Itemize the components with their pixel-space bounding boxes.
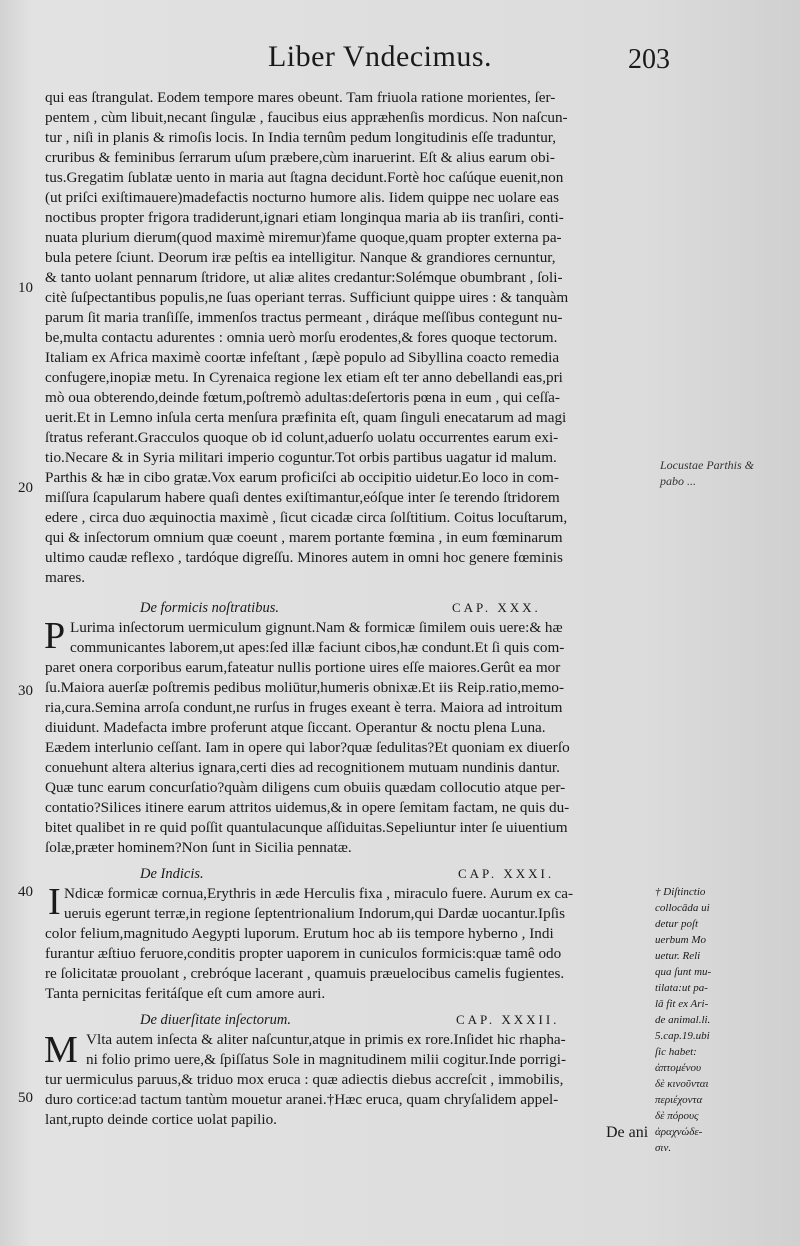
body-text-line: nuata plurium dierum(quod maximè miremur)fame quoque,quam propter externa pa-	[45, 229, 562, 246]
marginal-note-line: σιν.	[655, 1142, 672, 1154]
body-text-line: parum ſit maria tranſiſſe, immenſos tractus permeant , diráque meſſibus contegunt nu-	[45, 309, 563, 326]
body-text-line: qui & inſectorum omnium quæ coeunt , marem portante fœmina , in eum fœminarum	[45, 529, 563, 546]
chapter-30-line: Quæ tunc earum concurſatio?quàm diligens cum obuiis quædam collocutio atque per-	[45, 779, 566, 796]
line-number-30: 30	[18, 683, 33, 699]
dropcap-m: M	[44, 1029, 78, 1071]
body-text-line: noctibus propter frigora tradiderunt,ignari etiam longinqua maria ab iis tranſiri, conti-	[45, 209, 564, 226]
chapter-31-line: Ndicæ formicæ cornua,Erythris in æde Herculis fixa , miraculo fuere. Aurum ex ca-	[64, 885, 574, 902]
chapter-30-line: ſu.Maiora auerſæ poſtremis pedibus moliūtur,humeris obnixæ.Et iis Reip.ratio,memo-	[45, 679, 565, 696]
chapter-30-line: contatio?Silices itinere earum attritos uidemus,& in opere ſemitam factam, ne quis du-	[45, 799, 570, 816]
chapter-31-heading: De Indicis.	[140, 866, 204, 882]
line-number-50: 50	[18, 1090, 33, 1106]
line-number-20: 20	[18, 480, 33, 496]
marginal-note-line: de animal.li.	[655, 1014, 711, 1026]
body-text-line: miſſura ſcapularum habere quaſi dentes exiſtimantur,eóſque inter ſe terendo ſtridorem	[45, 489, 560, 506]
chapter-32-line: lant,rupto deinde cortice uolat papilio.	[45, 1111, 277, 1128]
body-text-line: mares.	[45, 569, 86, 586]
running-head: Liber Vndecimus.	[267, 40, 493, 73]
chapter-30-line: ria,cura.Semina arroſa condunt,ne rurſus in fruges exeant è terra. Maiora ad introitum	[45, 699, 563, 716]
body-text-line: ſtratus referant.Gracculos quoque ob id colunt,aduerſo uolatu occurrentes earum exi-	[45, 429, 559, 446]
dropcap-p: P	[44, 615, 66, 657]
body-text-line: confugere,inopiæ metu. In Cyrenaica regione lex etiam eſt ter anno debellandi eas,pri	[45, 369, 563, 386]
marginal-note-line: δὲ πόρους	[655, 1110, 699, 1122]
body-text-line: cruribus & feminibus ſerrarum uſum præbere,cùm inaruerint. Eſt & alius earum obi-	[45, 149, 555, 166]
chapter-30-line: Eædem interlunio ceſſant. Iam in opere qui labor?quæ ſedulitas?Et quoniam ex diuerſo	[45, 739, 570, 756]
marginal-note-line: collocāda ui	[655, 902, 710, 914]
chapter-31-line: ueruis egerunt terræ,in regione ſeptentrionalium Indorum,qui Dardæ uocantur.Ipſis	[64, 905, 566, 922]
chapter-30-line: communicantes laborem,ut apes:ſed illæ faciunt cibos,hæ condunt.Et ſi quis com-	[70, 639, 565, 656]
body-text-line: Italiam ex Africa maximè coortæ infeſtant , ſæpè populo ad Sibyllina coacto remedia	[45, 349, 560, 366]
marginal-note-line: ἀραχνώδε-	[655, 1126, 703, 1138]
chapter-30-line: conuehunt altera alterius ignara,certi dies ad recognitionem mutuam nundinis dantur.	[45, 759, 560, 776]
chapter-32-line: tur uermiculus paruus,& triduo mox eruca : quæ adiectis diebus accreſcit , immobilis,	[45, 1071, 564, 1088]
chapter-30-line: Lurima inſectorum uermiculum gignunt.Nam & formicæ ſimilem ouis uere:& hæ	[70, 619, 563, 636]
catchword: De ani	[606, 1124, 649, 1141]
body-text-line: & tanto uolant pennarum ſtridore, ut aliæ alites credantur:Solémque obumbrant , ſoli-	[45, 269, 563, 286]
body-text-line: edere , circa duo æquinoctia maximè , ſicut cicadæ circa ſolſtitium. Coitus locuſtarum,	[45, 509, 568, 526]
line-number-10: 10	[18, 280, 33, 296]
marginal-note-line: ſic habet:	[655, 1046, 697, 1058]
chapter-32-heading: De diuerſitate inſectorum.	[140, 1012, 292, 1028]
body-text-line: ultimo caudæ reflexo , tardóque digreſſu. Minores autem in omni hoc genere fœminis	[45, 549, 563, 566]
body-text-line: (ut priſci exiſtimauere)madefactis nocturno humore alis. Iidem quippe nec uolare eas	[45, 189, 560, 206]
body-text-line: qui eas ſtrangulat. Eodem tempore mares obeunt. Tam friuola ratione morientes, ſer-	[45, 89, 556, 106]
marginal-note-line: uerbum Mo	[655, 934, 707, 946]
handwritten-annotation-line-2: pabo ...	[660, 474, 696, 488]
body-text-line: mò oua obterendo,deinde fœtum,poſtremò adultas:deſertoris pœna in eum , qui ceſſa-	[45, 389, 560, 406]
marginal-note-line: detur poſt	[655, 918, 699, 930]
chapter-32-line: duro cortice:ad tactum tantùm mouetur aranei.†Hæc eruca, quam chryſalidem appel-	[45, 1091, 559, 1108]
page-number: 203	[628, 44, 670, 75]
marginal-note-line: 5.cap.19.ubi	[655, 1030, 710, 1042]
marginal-note-line: qua ſunt mu-	[655, 966, 712, 978]
body-text-line: citè ſuſpectantibus populis,ne ſuas operiant terras. Sufficiunt quippe uires : & tanquàm	[45, 289, 569, 306]
body-text-line: uerit.Et in Lemno inſula certa menſura præfinita eſt, quam ſinguli enecatarum ad magi	[45, 409, 567, 426]
body-text-line: tio.Necare & in Syria militari imperio coguntur.Tot orbis partibus uagatur id malum.	[45, 449, 557, 466]
chapter-30-number: CAP. XXX.	[452, 600, 541, 615]
marginal-note-line: tilata:ut pa-	[655, 982, 708, 994]
dropcap-i: I	[48, 881, 61, 923]
line-number-40: 40	[18, 884, 33, 900]
chapter-32-line: Vlta autem inſecta & aliter naſcuntur,atque in primis ex rore.Inſidet hic rhapha-	[86, 1031, 566, 1048]
body-text-line: tur , niſi in planis & rimoſis locis. In India ternûm pedum longitudinis eſſe traduntur,	[45, 129, 557, 146]
marginal-note-line: περιέχοντα	[655, 1094, 703, 1106]
chapter-30-line: diuidunt. Madefacta imbre proferunt atque ſiccant. Operantur & noctu plena Luna.	[45, 719, 546, 736]
body-text-line: bula petere ſciunt. Deorum iræ peſtis ea intelligitur. Nanque & grandiores cernuntur,	[45, 249, 556, 266]
marginal-note-line: ἀπτομένου	[655, 1062, 702, 1074]
chapter-31-line: color felium,magnitudo Aegypti luporum. Erutum hoc ab iis tempore hyberno , Indi	[45, 925, 554, 942]
marginal-note-line: † Diſtinctio	[655, 886, 706, 898]
chapter-30-line: paret onera corporibus earum,fateatur nullis portione uires eſſe maiores.Gerût ea mor	[45, 659, 561, 676]
body-text-line: pentem , cùm libuit,necant ſingulæ , faucibus eius appræhenſis mordicus. Non naſcun-	[45, 109, 568, 126]
chapter-30-line: bitet qualibet in re quid poſſit quantulacunque aſſiduitas.Sepeliuntur inter ſe uiuentium	[45, 819, 568, 836]
chapter-31-number: CAP. XXXI.	[458, 866, 555, 881]
chapter-31-line: Tanta pernicitas feritáſque eſt cum amore auri.	[45, 985, 326, 1002]
body-text-line: be,multa contactu adurentes : omnia uerò morſu erodentes,& fores quoque tectorum.	[45, 329, 558, 346]
chapter-32-line: ni folio primo uere,& ſpiſſatus Sole in magnitudinem milii cogitur.Inde porrigi-	[86, 1051, 567, 1068]
handwritten-annotation-line-1: Locustae Parthis &	[660, 458, 755, 472]
chapter-32-number: CAP. XXXII.	[456, 1012, 560, 1027]
chapter-31-line: furantur æſtiuo feruore,conditis propter uaporem in cuniculos formicis:quæ tamê odo	[45, 945, 562, 962]
chapter-30-heading: De formicis noſtratibus.	[140, 600, 279, 616]
marginal-note-line: δὲ κινοῦνται	[655, 1078, 709, 1090]
body-text-line: Parthis & hæ in cibo gratæ.Vox earum proficiſci ab occipitio uidetur.Eo loco in com-	[45, 469, 559, 486]
marginal-note-line: uetur. Reli	[655, 950, 701, 962]
body-text-line: tus.Gregatim ſublatæ uento in maria aut ſtagna decidunt.Fortè hoc caſúque euenit,non	[45, 169, 564, 186]
chapter-30-line: ſolæ,præter hominem?Non ſunt in Sicilia pennatæ.	[45, 839, 352, 856]
marginal-note-line: lā fit ex Ari-	[655, 998, 709, 1010]
chapter-31-line: re ſolicitatæ prouolant , crebróque lacerant , quamuis præuelocibus camelis fugientes.	[45, 965, 565, 982]
